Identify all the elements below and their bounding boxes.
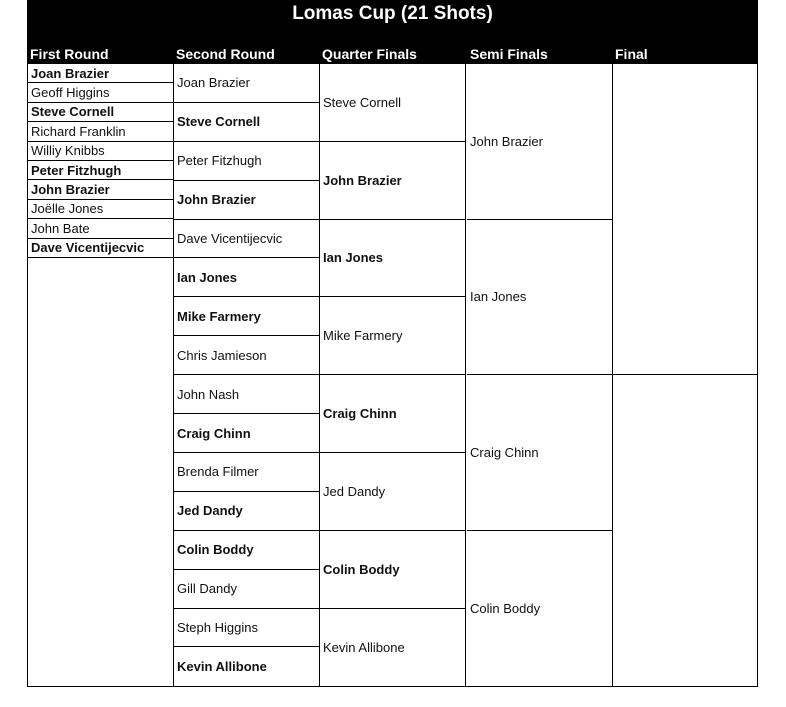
frame-right <box>757 64 758 687</box>
final-entry <box>613 64 757 375</box>
header-second-round: Second Round <box>176 46 275 62</box>
second-round-entry: Gill Dandy <box>174 570 319 609</box>
second-round-entry: Steph Higgins <box>174 609 319 648</box>
semi-final-entry: John Brazier <box>467 64 612 220</box>
second-round-entry: Colin Boddy <box>174 531 319 570</box>
quarter-final-entry: Mike Farmery <box>320 297 465 375</box>
column-divider <box>465 64 466 687</box>
first-round-entry: Richard Franklin <box>28 122 173 141</box>
quarter-finals-column <box>320 64 465 687</box>
quarter-final-entry: Steve Cornell <box>320 64 465 142</box>
first-round-entry: Geoff Higgins <box>28 83 173 102</box>
second-round-entry: Steve Cornell <box>174 103 319 142</box>
first-round-column <box>28 64 173 687</box>
second-round-entry: Brenda Filmer <box>174 453 319 492</box>
semi-final-entry: Ian Jones <box>467 220 612 376</box>
second-round-entry: Dave Vicentijecvic <box>174 220 319 259</box>
first-round-entry: Joan Brazier <box>28 64 173 83</box>
quarter-final-entry: John Brazier <box>320 142 465 220</box>
second-round-entry: Chris Jamieson <box>174 336 319 375</box>
quarter-final-entry: Colin Boddy <box>320 531 465 609</box>
header-first-round: First Round <box>30 46 109 62</box>
second-round-entry: Kevin Allibone <box>177 659 267 675</box>
header-semi-finals: Semi Finals <box>470 46 548 62</box>
header-final: Final <box>615 46 648 62</box>
quarter-final-entry: Jed Dandy <box>320 453 465 531</box>
first-round-entry: Joëlle Jones <box>28 200 173 219</box>
title-bar <box>27 0 758 64</box>
second-round-column <box>174 64 319 687</box>
semi-final-entry: Colin Boddy <box>470 601 541 617</box>
second-round-entry: Mike Farmery <box>174 297 319 336</box>
first-round-entry: Peter Fitzhugh <box>28 161 173 180</box>
second-round-entry: Craig Chinn <box>174 414 319 453</box>
final-column <box>613 64 757 687</box>
first-round-entry: John Bate <box>28 219 173 238</box>
header-quarter-finals: Quarter Finals <box>322 46 417 62</box>
final-entry <box>613 375 757 686</box>
quarter-final-entry: Ian Jones <box>320 220 465 298</box>
second-round-entry: Peter Fitzhugh <box>174 142 319 181</box>
first-round-entry: Williy Knibbs <box>28 142 173 161</box>
semi-finals-column <box>467 64 612 687</box>
quarter-final-entry: Kevin Allibone <box>323 639 405 655</box>
second-round-entry: Joan Brazier <box>174 64 319 103</box>
second-round-entry: Jed Dandy <box>174 492 319 531</box>
second-round-entry: John Brazier <box>174 181 319 220</box>
first-round-entry: Steve Cornell <box>28 103 173 122</box>
first-round-entry: John Brazier <box>28 180 173 199</box>
bracket-title: Lomas Cup (21 Shots) <box>292 3 493 24</box>
bracket-sheet <box>27 0 758 687</box>
first-round-entry: Dave Vicentijecvic <box>28 239 173 258</box>
semi-final-entry: Craig Chinn <box>467 375 612 531</box>
second-round-entry: Ian Jones <box>174 259 319 298</box>
quarter-final-entry: Craig Chinn <box>320 375 465 453</box>
second-round-entry: John Nash <box>174 375 319 414</box>
